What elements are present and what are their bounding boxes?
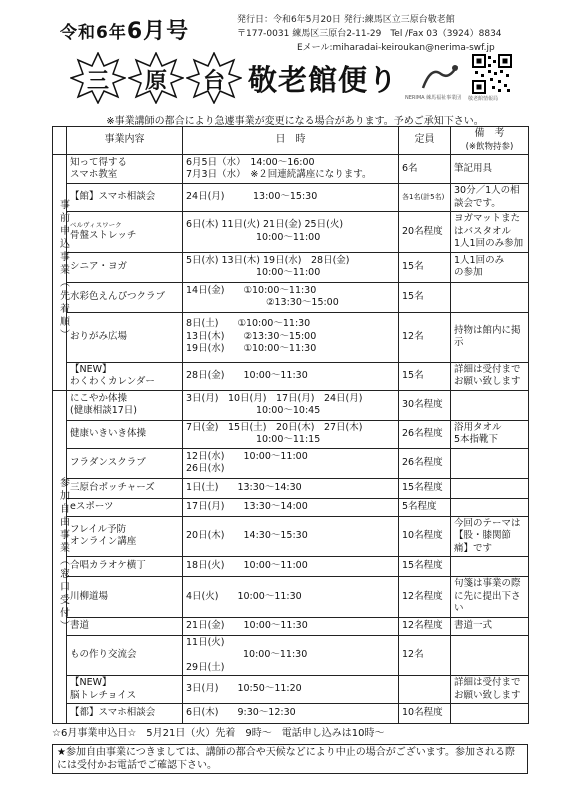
- datetime-line: 28日(金) 10:00〜11:30: [186, 369, 308, 381]
- badge-2: [128, 52, 184, 104]
- datetime-line: 8日(土) ①10:00〜11:30: [186, 318, 311, 330]
- event-notes: [451, 704, 529, 724]
- event-name-text: にこやか体操 (健康相談17日): [70, 392, 138, 416]
- datetime-line: 20日(木) 14:30〜15:30: [186, 530, 308, 541]
- event-datetime: [183, 420, 399, 448]
- datetime-line: 7日(金) 15日(土) 20日(木) 27日(木): [186, 421, 363, 433]
- qr-caption: 敬老館情報局: [468, 96, 499, 102]
- caution-box: ★参加自由事業につきましては、講師の都合や天候などにより中止の場合がございます。参加される際には受付かお電話でご確認下さい。: [52, 744, 528, 774]
- table-row: [53, 420, 529, 448]
- datetime-line: 5日(水) 13日(木) 19日(水) 28日(金): [186, 254, 350, 266]
- section-label: [53, 155, 67, 391]
- badge-char: 原: [144, 69, 167, 94]
- table-row: [53, 184, 529, 212]
- datetime-line: 6日(木) 11日(火) 21日(金) 25日(火): [186, 219, 344, 231]
- event-name-text: フラダンスクラブ: [70, 456, 146, 468]
- issue-prefix: 令和6年: [60, 23, 127, 43]
- event-name: [67, 676, 183, 704]
- event-name: [67, 312, 183, 362]
- event-name-text: 【都】スマホ相談会: [70, 707, 156, 719]
- table-row: [53, 577, 529, 618]
- facility-name-badges: [70, 52, 245, 104]
- table-row: [53, 448, 529, 478]
- event-notes: ヨガマットまたはバスタオル 1人1回のみ参加: [451, 212, 529, 253]
- reservation-date: ☆6月事業申込日☆ 5月21日（火）先着 9時〜 電話申し込みは10時〜: [52, 728, 385, 739]
- event-name-text: 【NEW】 脳トレチョイス: [70, 677, 137, 701]
- event-notes: 浴用タオル 5本指靴下: [451, 420, 529, 448]
- table-row: [53, 557, 529, 577]
- logo-caption: NERIMA 練馬福祉事業団: [405, 95, 462, 101]
- event-name: [67, 184, 183, 212]
- event-notes: 書道一式: [451, 617, 529, 635]
- event-datetime: [183, 282, 399, 312]
- event-name-text: 【館】スマホ相談会: [70, 191, 156, 203]
- event-capacity: 15名程度: [399, 478, 451, 498]
- datetime-line: 24日(月) 13:00〜15:30: [186, 191, 318, 203]
- event-datetime: [183, 155, 399, 184]
- datetime-line: 10:00〜10:45: [256, 405, 321, 416]
- event-capacity: 26名程度: [399, 448, 451, 478]
- event-datetime: [183, 557, 399, 577]
- datetime-line: 18日(火) 10:00〜11:00: [186, 560, 308, 572]
- event-name-text: 水彩色えんぴつクラブ: [70, 290, 166, 302]
- issue-month: 6月号: [126, 19, 190, 44]
- event-name: [67, 252, 183, 282]
- header-capacity: 定員: [399, 127, 451, 155]
- address-line: 〒177-0031 練馬区三原台2-11-29 Tel /Fax 03（3924）8834: [237, 29, 502, 39]
- datetime-line: 6日(木) 9:30〜12:30: [186, 707, 296, 719]
- table-header-row: [53, 127, 529, 155]
- event-name: [67, 704, 183, 724]
- section-label: [53, 390, 67, 724]
- event-name-text: 合唱カラオケ横丁: [70, 560, 146, 572]
- event-capacity: 6名: [399, 155, 451, 184]
- datetime-line: 3日(月) 10日(月) 17日(月) 24日(月): [186, 392, 363, 404]
- datetime-line: 10:00〜11:00: [256, 231, 321, 243]
- event-datetime: [183, 390, 399, 420]
- event-datetime: [183, 516, 399, 557]
- event-capacity: 30名程度: [399, 390, 451, 420]
- email-line: Eメール:miharadai-keiroukan@nerima-swf.jp: [297, 43, 495, 53]
- event-name-text: フレイル予防 オンライン講座: [70, 523, 137, 548]
- datetime-line: 7月3日（水） ※２回連続講座になります。: [186, 169, 372, 180]
- publish-line: 発行日：令和6年5月20日 発行:練馬区立三原台敬老館: [237, 15, 455, 25]
- event-name: [67, 212, 183, 253]
- event-capacity: 15名: [399, 282, 451, 312]
- event-name: [67, 617, 183, 635]
- notes-label: 備 考: [474, 128, 505, 139]
- table-row: [53, 478, 529, 498]
- event-capacity: 12名: [399, 312, 451, 362]
- schedule-table: [52, 126, 529, 724]
- event-name-text: おりがみ広場: [70, 330, 128, 342]
- newsletter-header: [0, 0, 565, 112]
- badge-3: [186, 52, 242, 104]
- event-notes: [451, 635, 529, 676]
- event-capacity: 12名程度: [399, 617, 451, 635]
- event-capacity: 12名: [399, 635, 451, 676]
- nerima-logo-icon: [419, 60, 461, 96]
- datetime-line: 11日(火): [186, 636, 225, 648]
- event-name-text: もの作り交流会: [70, 649, 137, 660]
- table-row: [53, 212, 529, 253]
- table-row: [53, 362, 529, 390]
- event-capacity: [399, 676, 451, 704]
- event-sponsor: ベルヴィスワーク: [70, 221, 122, 229]
- datetime-line: 29日(土): [186, 661, 225, 673]
- event-notes: [451, 498, 529, 516]
- datetime-line: 17日(月) 13:30〜14:00: [186, 500, 308, 512]
- event-name: [67, 448, 183, 478]
- header-content: 事業内容: [67, 127, 183, 155]
- event-datetime: [183, 635, 399, 676]
- event-name-text: 健康いきいき体操: [70, 427, 147, 439]
- event-name: [67, 362, 183, 390]
- badge-char: 台: [202, 69, 225, 94]
- event-notes: 筆記用具: [451, 155, 529, 184]
- event-notes: 1人1回のみ の参加: [451, 252, 529, 282]
- event-capacity: 15名程度: [399, 557, 451, 577]
- datetime-line: 26日(水): [186, 463, 225, 474]
- event-datetime: [183, 448, 399, 478]
- event-capacity: 15名: [399, 362, 451, 390]
- section-label-text: 参加自由事業（窓口受付）: [57, 476, 69, 633]
- datetime-line: 10:00〜11:00: [256, 267, 321, 278]
- event-datetime: [183, 577, 399, 618]
- table-row: [53, 704, 529, 724]
- table-row: [53, 312, 529, 362]
- event-notes: 詳細は受付まで お願い致します: [451, 362, 529, 390]
- event-name-text: 【NEW】 わくわくカレンダー: [70, 363, 155, 387]
- event-datetime: [183, 617, 399, 635]
- event-name-text: シニア・ヨガ: [70, 260, 128, 272]
- event-capacity: 10名程度: [399, 516, 451, 557]
- datetime-line: 10:00〜11:30: [186, 649, 308, 660]
- header-notes: [451, 127, 529, 155]
- notes-sublabel: (※飲物持参): [465, 141, 514, 152]
- event-notes: 詳細は受付まで お願い致します: [451, 676, 529, 704]
- event-datetime: [183, 498, 399, 516]
- event-name: [67, 478, 183, 498]
- datetime-line: 4日(火) 10:00〜11:30: [186, 590, 302, 602]
- event-datetime: [183, 676, 399, 704]
- event-capacity: 15名: [399, 252, 451, 282]
- table-row: [53, 676, 529, 704]
- schedule-body: [53, 155, 529, 724]
- event-name-text: 三原台ボッチャーズ: [70, 481, 155, 493]
- event-notes: [451, 478, 529, 498]
- event-name-text: 骨盤ストレッチ: [70, 230, 137, 241]
- table-row: [53, 155, 529, 184]
- badge-char: 三: [86, 69, 109, 94]
- table-row: [53, 252, 529, 282]
- event-datetime: [183, 312, 399, 362]
- event-datetime: [183, 704, 399, 724]
- event-name: [67, 155, 183, 184]
- datetime-line: 13日(木) ②13:30〜15:00: [186, 330, 317, 342]
- event-capacity: 26名程度: [399, 420, 451, 448]
- event-name: [67, 420, 183, 448]
- table-row: [53, 390, 529, 420]
- datetime-line: 19日(水) ①10:00〜11:30: [186, 343, 317, 355]
- event-name: [67, 516, 183, 557]
- event-notes: 持物は館内に掲示: [451, 312, 529, 362]
- event-name: [67, 390, 183, 420]
- table-row: [53, 635, 529, 676]
- qr-code-icon[interactable]: [472, 54, 512, 94]
- event-notes: [451, 390, 529, 420]
- event-datetime: [183, 212, 399, 253]
- event-notes: 30分／1人の相談会です。: [451, 184, 529, 212]
- event-name-text: 知って得する スマホ教室: [70, 156, 128, 180]
- event-capacity: 12名程度: [399, 577, 451, 618]
- event-capacity: 各1名(計5名): [399, 184, 451, 212]
- datetime-line: ②13:30〜15:00: [266, 297, 339, 308]
- event-notes: 句箋は事業の際に先に提出下さい: [451, 577, 529, 618]
- event-datetime: [183, 252, 399, 282]
- event-notes: [451, 557, 529, 577]
- datetime-line: 10:00〜11:15: [256, 434, 321, 445]
- corner-cell: [53, 127, 67, 155]
- event-name-text: 書道: [70, 619, 90, 631]
- event-name: [67, 557, 183, 577]
- datetime-line: 14日(金) ①10:00〜11:30: [186, 284, 317, 296]
- table-row: [53, 498, 529, 516]
- datetime-line: 21日(金) 10:00〜11:30: [186, 619, 308, 631]
- table-row: [53, 282, 529, 312]
- change-notice: ※事業講師の都合により急遽事業が変更になる場合があります。予めご承知下さい。: [106, 116, 484, 127]
- header-datetime: 日 時: [183, 127, 399, 155]
- issue-title: [60, 14, 189, 45]
- event-name: [67, 577, 183, 618]
- event-datetime: [183, 184, 399, 212]
- newsletter-title: 敬老館便り: [248, 63, 399, 97]
- event-notes: [451, 282, 529, 312]
- event-capacity: 5名程度: [399, 498, 451, 516]
- event-datetime: [183, 478, 399, 498]
- badge-1: [70, 52, 126, 104]
- section-label-text: 事前申込事業（先着順）: [57, 198, 69, 342]
- event-capacity: 20名程度: [399, 212, 451, 253]
- event-capacity: 10名程度: [399, 704, 451, 724]
- event-datetime: [183, 362, 399, 390]
- event-name-text: eスポーツ: [70, 500, 114, 512]
- event-name: [67, 282, 183, 312]
- datetime-line: 6月5日（水） 14:00〜16:00: [186, 156, 315, 168]
- event-name: [67, 498, 183, 516]
- publication-info: [237, 13, 502, 55]
- datetime-line: 1日(土) 13:30〜14:30: [186, 481, 302, 493]
- event-notes: 今回のテーマは【股・膝関節痛】です: [451, 516, 529, 557]
- event-notes: [451, 448, 529, 478]
- table-row: [53, 617, 529, 635]
- event-name-text: 川柳道場: [70, 590, 109, 602]
- event-name: [67, 635, 183, 676]
- table-row: [53, 516, 529, 557]
- datetime-line: 12日(水) 10:00〜11:00: [186, 450, 308, 462]
- datetime-line: 3日(月) 10:50〜11:20: [186, 683, 302, 695]
